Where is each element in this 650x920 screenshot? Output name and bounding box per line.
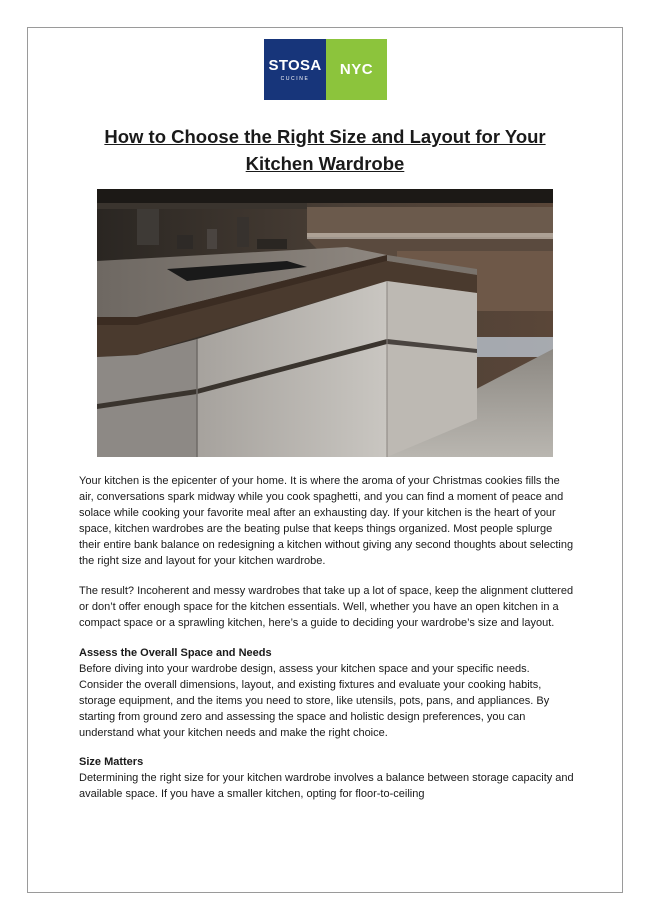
- logo-brand-block: [264, 39, 326, 100]
- logo-brand-text: STOSA: [268, 56, 322, 74]
- logo-brand-subtext: CUCINE: [280, 75, 310, 82]
- article-body: [79, 473, 575, 815]
- section-text: Determining the right size for your kitchen wardrobe involves a balance between storage capacity and available space. If you have a smaller kitchen, opting for floor-to-ceiling: [79, 772, 574, 800]
- intro-paragraph-2: The result? Incoherent and messy wardrobes that take up a lot of space, keep the alignment cluttered or don’t offer enough space for the kitchen essentials. Well, whether you have an open kitchen in a compact space or a sprawling kitchen, here’s a guide to deciding your wardrobe’s size and layout.: [79, 585, 574, 629]
- logo-location-text: NYC: [339, 61, 374, 78]
- section-assess-space: [79, 645, 575, 741]
- section-size-matters: [79, 754, 575, 802]
- intro-paragraph-1: Your kitchen is the epicenter of your home. It is where the aroma of your Christmas cookies fills the air, conversations spark midway while you cook spaghetti, and you can find a moment of peace and solace while cooking your favorite meal after an exhausting day. If your kitchen is the heart of your space, kitchen wardrobes are the beating pulse that keeps things organized. Most people splurge their entire bank balance on redesigning a kitchen without giving any second thoughts about selecting the right size and layout for your kitchen wardrobe.: [79, 475, 574, 567]
- stosa-nyc-logo: [264, 39, 387, 100]
- logo-location-block: [326, 39, 387, 100]
- section-text: Before diving into your wardrobe design, assess your kitchen space and your specific needs. Consider the overall dimensions, layout, and existing fixtures and evaluate your cooking habits, storage equipment, and the items you need to store, like utensils, pots, pans, and appliances. By starting from ground zero and assessing the space and holistic design preferences, you can understand what your kitchen needs and make the right choice.: [79, 663, 550, 739]
- section-heading: Size Matters: [79, 756, 144, 768]
- article-title: How to Choose the Right Size and Layout for Your Kitchen Wardrobe: [104, 126, 546, 174]
- kitchen-hero-image: [97, 189, 553, 457]
- section-heading: Assess the Overall Space and Needs: [79, 647, 272, 659]
